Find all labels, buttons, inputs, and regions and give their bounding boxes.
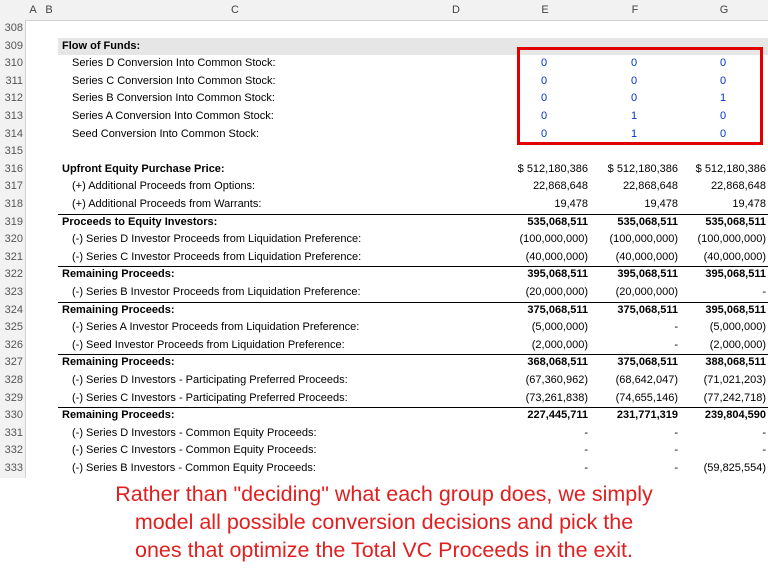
row-label[interactable]: Series A Conversion Into Common Stock:: [72, 110, 274, 122]
row-label[interactable]: (-) Series B Investors - Common Equity Proceeds:: [72, 462, 316, 474]
row-number[interactable]: 315: [0, 143, 26, 161]
column-header-d[interactable]: D: [452, 4, 460, 16]
value-cell[interactable]: -: [584, 462, 588, 474]
value-cell[interactable]: -: [762, 286, 766, 298]
sheet-row: [0, 196, 768, 214]
value-cell[interactable]: 375,068,511: [617, 356, 678, 369]
value-cell[interactable]: 395,068,511: [705, 303, 766, 316]
annotation-line: Rather than "deciding" what each group does, we simply: [115, 482, 653, 506]
row-number[interactable]: 329: [0, 390, 26, 408]
conversion-input-cell[interactable]: 0: [719, 127, 727, 140]
sheet-row: [0, 390, 768, 408]
value-cell[interactable]: (67,360,962): [525, 374, 588, 386]
value-cell[interactable]: (73,261,838): [525, 391, 588, 404]
row-number[interactable]: 316: [0, 161, 26, 179]
sheet-row: [0, 407, 768, 425]
value-cell[interactable]: 535,068,511: [527, 215, 588, 228]
value-cell[interactable]: $ 512,180,386: [695, 162, 766, 175]
row-label[interactable]: Proceeds to Equity Investors:: [62, 215, 218, 228]
sheet-row: [0, 249, 768, 267]
value-cell[interactable]: 22,868,648: [710, 180, 766, 193]
column-header-b[interactable]: B: [45, 4, 53, 16]
value-cell[interactable]: (40,000,000): [703, 250, 766, 263]
value-cell[interactable]: -: [674, 338, 678, 351]
value-cell[interactable]: (100,000,000): [697, 233, 766, 246]
value-cell[interactable]: (40,000,000): [525, 250, 588, 263]
conversion-input-cell[interactable]: 0: [630, 57, 638, 70]
value-cell[interactable]: (5,000,000): [531, 321, 588, 334]
row-label[interactable]: (-) Series C Investor Proceeds from Liquidation Preference:: [72, 250, 362, 263]
conversion-input-cell[interactable]: 0: [540, 92, 548, 105]
value-cell[interactable]: (5,000,000): [709, 321, 766, 334]
row-number[interactable]: 328: [0, 372, 26, 390]
row-number[interactable]: 332: [0, 442, 26, 460]
row-label[interactable]: Series C Conversion Into Common Stock:: [72, 74, 276, 87]
value-cell[interactable]: 19,478: [554, 198, 588, 210]
row-number[interactable]: 330: [0, 407, 26, 425]
sheet-row: [0, 284, 768, 302]
conversion-input-cell[interactable]: 0: [540, 57, 548, 70]
value-cell[interactable]: 19,478: [644, 198, 678, 210]
sheet-row: [0, 161, 768, 179]
row-number[interactable]: 313: [0, 108, 26, 126]
highlight-box: [517, 47, 763, 145]
row-label[interactable]: Seed Conversion Into Common Stock:: [72, 127, 260, 140]
sheet-row: [0, 266, 768, 284]
value-cell[interactable]: -: [584, 444, 588, 457]
value-cell[interactable]: 375,068,511: [527, 303, 588, 316]
value-cell[interactable]: (68,642,047): [615, 374, 678, 386]
value-cell[interactable]: 368,068,511: [527, 356, 588, 369]
value-cell[interactable]: 375,068,511: [617, 303, 678, 316]
value-cell[interactable]: -: [674, 444, 678, 457]
row-label[interactable]: Remaining Proceeds:: [62, 409, 175, 422]
row-number[interactable]: 323: [0, 284, 26, 302]
row-label[interactable]: (-) Series B Investor Proceeds from Liquidation Preference:: [72, 286, 361, 298]
value-cell[interactable]: (100,000,000): [519, 233, 588, 246]
conversion-input-cell[interactable]: 0: [540, 110, 548, 122]
row-number[interactable]: 333: [0, 460, 26, 478]
value-cell[interactable]: 22,868,648: [622, 180, 678, 193]
row-number[interactable]: 319: [0, 214, 26, 232]
conversion-input-cell[interactable]: 0: [719, 57, 727, 70]
annotation-text: [0, 480, 768, 564]
value-cell[interactable]: (59,825,554): [703, 462, 766, 474]
conversion-input-cell[interactable]: 0: [540, 74, 548, 87]
value-cell[interactable]: 395,068,511: [617, 268, 678, 281]
row-label[interactable]: (+) Additional Proceeds from Warrants:: [72, 198, 262, 210]
column-header-f[interactable]: F: [631, 4, 639, 16]
row-label[interactable]: (-) Series C Investors - Common Equity Proceeds:: [72, 444, 317, 457]
value-cell[interactable]: (100,000,000): [609, 233, 678, 246]
column-header-c[interactable]: C: [231, 4, 239, 16]
value-cell[interactable]: 388,068,511: [705, 356, 766, 369]
column-header-a[interactable]: A: [29, 4, 37, 16]
value-cell[interactable]: 395,068,511: [705, 268, 766, 281]
sheet-row: [0, 319, 768, 337]
row-number[interactable]: 312: [0, 90, 26, 108]
row-number[interactable]: 309: [0, 38, 26, 56]
sheet-row: [0, 442, 768, 460]
value-cell[interactable]: (20,000,000): [525, 286, 588, 298]
conversion-input-cell[interactable]: 0: [630, 74, 638, 87]
value-cell[interactable]: 231,771,319: [616, 409, 678, 422]
row-number[interactable]: 324: [0, 302, 26, 320]
row-label[interactable]: Series B Conversion Into Common Stock:: [72, 92, 275, 105]
section-title[interactable]: Flow of Funds:: [62, 39, 141, 52]
sheet-row: [0, 372, 768, 390]
conversion-input-cell[interactable]: 1: [630, 127, 638, 140]
row-label[interactable]: (-) Series D Investors - Common Equity Proceeds:: [72, 426, 317, 439]
value-cell[interactable]: $ 512,180,386: [517, 162, 588, 175]
value-cell[interactable]: 22,868,648: [532, 180, 588, 193]
value-cell[interactable]: -: [674, 426, 678, 439]
value-cell[interactable]: -: [762, 444, 766, 457]
row-number[interactable]: 311: [0, 73, 26, 91]
row-number[interactable]: 322: [0, 266, 26, 284]
value-cell[interactable]: (40,000,000): [615, 250, 678, 263]
conversion-input-cell[interactable]: 0: [630, 92, 638, 105]
row-number[interactable]: 317: [0, 178, 26, 196]
value-cell[interactable]: (2,000,000): [531, 338, 588, 351]
row-label[interactable]: (-) Series D Investors - Participating Preferred Proceeds:: [72, 374, 348, 386]
row-number[interactable]: 325: [0, 319, 26, 337]
row-number[interactable]: 320: [0, 231, 26, 249]
column-header-bar: [0, 0, 768, 21]
row-label[interactable]: (-) Seed Investor Proceeds from Liquidation Preference:: [72, 338, 345, 351]
annotation-line: ones that optimize the Total VC Proceeds in the exit.: [135, 538, 633, 562]
column-header-e[interactable]: E: [541, 4, 549, 16]
row-number[interactable]: 327: [0, 354, 26, 372]
value-cell[interactable]: $ 512,180,386: [607, 162, 678, 175]
value-cell[interactable]: 19,478: [732, 198, 766, 210]
annotation-line: model all possible conversion decisions and pick the: [134, 510, 634, 534]
column-header-g[interactable]: G: [719, 4, 729, 16]
row-label[interactable]: Remaining Proceeds:: [62, 356, 175, 369]
sheet-row: [0, 460, 768, 478]
sheet-row: [0, 214, 768, 232]
row-number[interactable]: 310: [0, 55, 26, 73]
row-number[interactable]: 331: [0, 425, 26, 443]
value-cell[interactable]: -: [584, 426, 588, 439]
row-label[interactable]: Remaining Proceeds:: [62, 268, 175, 281]
value-cell[interactable]: -: [674, 321, 678, 334]
value-cell[interactable]: (20,000,000): [615, 286, 678, 298]
sheet-row: [0, 143, 768, 161]
sheet-row: [0, 302, 768, 320]
conversion-input-cell[interactable]: 1: [630, 110, 638, 122]
row-label[interactable]: Series D Conversion Into Common Stock:: [72, 57, 276, 70]
sheet-row: [0, 337, 768, 355]
sheet-row: [0, 20, 768, 38]
value-cell[interactable]: 395,068,511: [527, 268, 588, 281]
value-cell[interactable]: (2,000,000): [709, 338, 766, 351]
conversion-input-cell[interactable]: 1: [719, 92, 727, 105]
row-label[interactable]: (-) Series D Investor Proceeds from Liquidation Preference:: [72, 233, 362, 246]
row-label[interactable]: (-) Series C Investors - Participating Preferred Proceeds:: [72, 391, 348, 404]
row-number[interactable]: 326: [0, 337, 26, 355]
row-number[interactable]: 318: [0, 196, 26, 214]
value-cell[interactable]: (71,021,203): [703, 374, 766, 386]
conversion-input-cell[interactable]: 0: [719, 110, 727, 122]
conversion-input-cell[interactable]: 0: [719, 74, 727, 87]
conversion-input-cell[interactable]: 0: [540, 127, 548, 140]
sheet-row: [0, 354, 768, 372]
sheet-row: [0, 425, 768, 443]
sheet-row: [0, 231, 768, 249]
value-cell[interactable]: -: [674, 462, 678, 474]
value-cell[interactable]: 239,804,590: [704, 409, 766, 422]
row-label[interactable]: (-) Series A Investor Proceeds from Liquidation Preference:: [72, 321, 360, 334]
row-label[interactable]: (+) Additional Proceeds from Options:: [72, 180, 256, 193]
value-cell[interactable]: -: [762, 426, 766, 439]
sheet-row: [0, 178, 768, 196]
select-all-corner[interactable]: [0, 0, 26, 20]
row-label[interactable]: Upfront Equity Purchase Price:: [62, 162, 225, 175]
value-cell[interactable]: 535,068,511: [617, 215, 678, 228]
row-number[interactable]: 314: [0, 126, 26, 144]
value-cell[interactable]: 227,445,711: [527, 409, 588, 422]
value-cell[interactable]: (74,655,146): [615, 391, 678, 404]
row-number[interactable]: 321: [0, 249, 26, 267]
value-cell[interactable]: (77,242,718): [703, 391, 766, 404]
value-cell[interactable]: 535,068,511: [705, 215, 766, 228]
row-label[interactable]: Remaining Proceeds:: [62, 303, 175, 316]
row-number[interactable]: 308: [0, 20, 26, 38]
